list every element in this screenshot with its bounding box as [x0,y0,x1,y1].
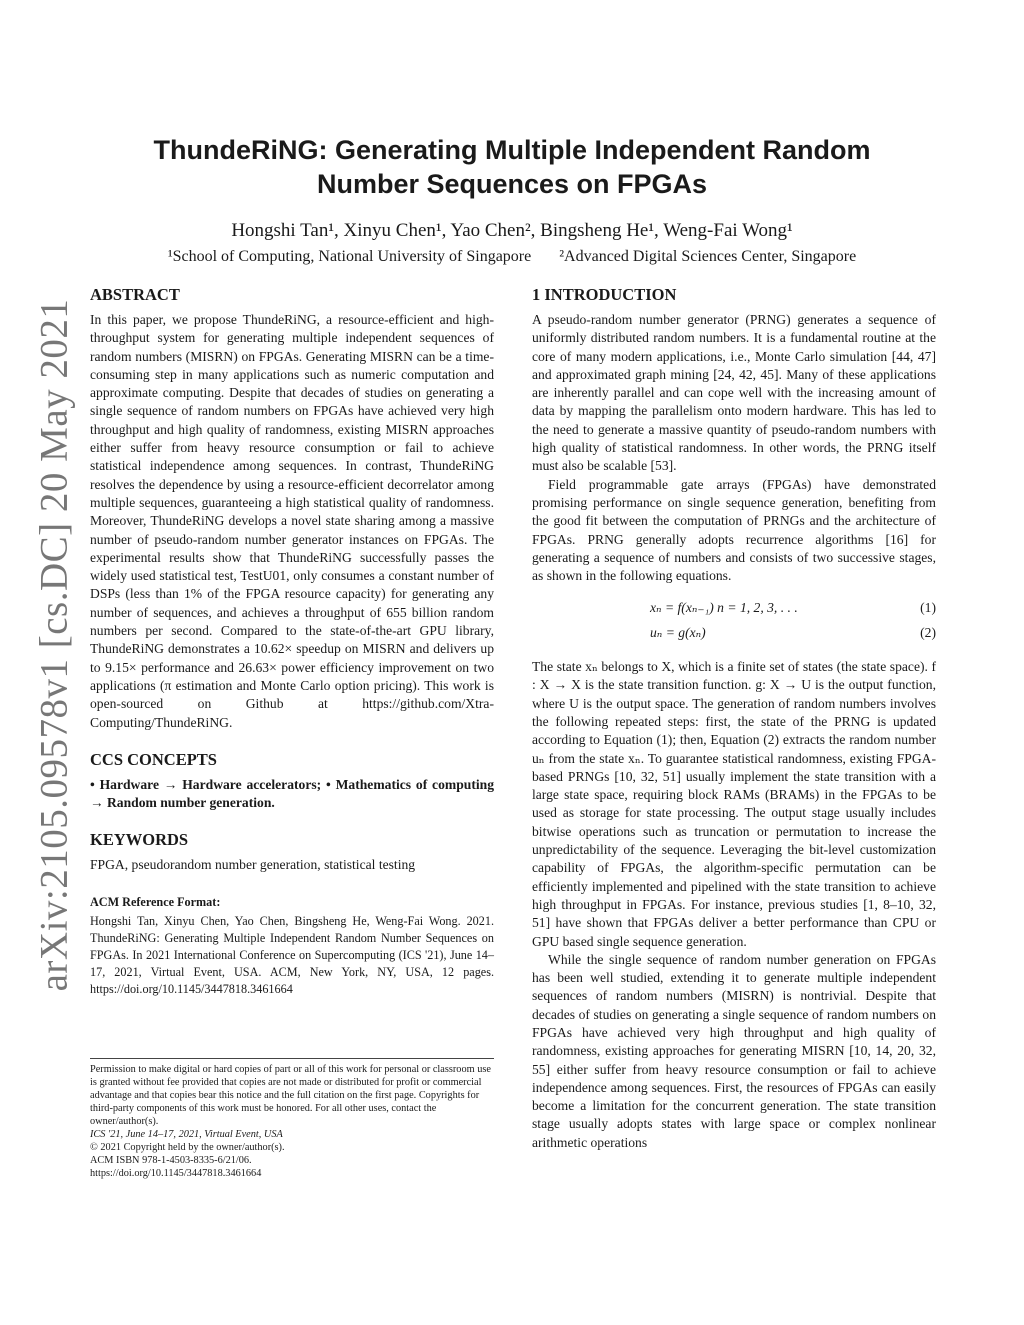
isbn-line: ACM ISBN 978-1-4503-8335-6/21/06. [90,1155,252,1166]
ccs-text: • Hardware → Hardware accelerators; • Mathematics of computing → Random number generation. [90,776,494,811]
keywords-section [90,830,494,874]
author-list: Hongshi Tan¹, Xinyu Chen¹, Yao Chen², Bingsheng He¹, Weng-Fai Wong¹ [231,220,793,241]
affiliations [100,247,924,267]
acm-reference-heading: ACM Reference Format: [90,894,221,909]
paper-title: ThundeRiNG: Generating Multiple Independent Random Number Sequences on FPGAs [153,135,871,199]
venue-line: ICS '21, June 14–17, 2021, Virtual Event, USA [90,1129,283,1140]
left-column [90,285,494,1016]
intro-paragraph-2: Field programmable gate arrays (FPGAs) have demonstrated promising performance on single sequence generation, benefiting from the good fit between the computation of PRNGs and the architecture of FPGAs. PRNG generally adopts recurrence algorithms [16] for generating a sequence of numbers and consists of two successive stages, as shown in the following equations. [532,476,936,584]
copyright-line: © 2021 Copyright held by the owner/author(s). [90,1142,285,1153]
right-column [532,285,936,1152]
keywords-text: FPGA, pseudorandom number generation, statistical testing [90,857,416,873]
intro-paragraph-4: While the single sequence of random number generation on FPGAs has been well studied, extending it to generate multiple independent sequences of random numbers (MISRN) is nontrivial. Despite that decades of studies on generating a single sequence of random numbers on FPGAs have achieved very high throughput and high quality of randomness, existing approaches for generating MISRN [10, 14, 20, 32, 55] either suffer from heavy resource consumption or fail to achieve independence among sequences. First, the resources of FPGAs can easily become a limitation for the concurrent generation. The state transition stage usually adopts states with large space or complex nonlinear arithmetic operations [532,951,936,1150]
equation-1 [532,599,936,617]
acm-reference-section [90,893,494,998]
equation-1-number: (1) [920,600,936,616]
introduction-heading: 1 INTRODUCTION [532,285,677,304]
doi-link[interactable]: https://doi.org/10.1145/3447818.3461664 [90,1168,262,1179]
equation-2 [532,624,936,642]
intro-paragraph-3: The state xₙ belongs to X, which is a finite set of states (the state space). f : X → X is the state transition function. g: X → U is the output function, where U is the output space. The generation of random numbers involves the following repeated steps: first, the state of the PRNG is updated according to Equation (1); then, Equation (2) extracts the random number uₙ from the state xₙ. To guarantee statistical randomness, existing FPGA-based PRNGs [10, 32, 51] usually implement the state transition with a large state space, requiring block RAMs (BRAMs) in the FPGAs to be used as storage for state processing. The output stage usually includes bitwise operations such as truncation or permutation to increase the unpredictability of the sequence. Leveraging the bit-level customization capability of FPGAs, the algorithm-specific permutation can be efficiently implemented and pipelined with the state transition to achieve high throughput in FPGAs. For instance, previous studies [1, 8–10, 32, 51] have shown that FPGAs deliver a better performance than CPU or GPU based single sequence generation. [532,659,936,949]
abstract-section [90,285,494,732]
affiliation-2: ²Advanced Digital Sciences Center, Singapore [559,248,857,265]
permission-text: Permission to make digital or hard copies of part or all of this work for personal or classroom use is granted without fee provided that copies are not made or distributed for profit or commercial advantage and that copies bear this notice and the full citation on the first page. Copyrights for third-party components of this work must be honored. For all other uses, contact the owner/author(s). [90,1064,491,1127]
intro-paragraph-1: A pseudo-random number generator (PRNG) generates a sequence of uniformly distributed random numbers. It is a fundamental routine at the core of many modern applications, i.e., Monte Carlo simulation [44, 47] and approximated graph mining [24, 42, 45]. Many of these applications are inherently parallel and can cope well with the increasing amount of data by mapping the parallelism onto modern hardware. This has led to the need to generate a massive quantity of pseudo-random numbers with high quality of statistical randomness. In other words, the PRNG itself must also be scalable [53]. [532,312,936,474]
abstract-heading: ABSTRACT [90,285,180,304]
permission-footnote [90,1058,494,1180]
abstract-text: In this paper, we propose ThundeRiNG, a resource-efficient and high-throughput system for generating multiple independent sequences of random numbers (MISRN) on FPGAs. Generating MISRN can be a time-consuming step in many applications such as numeric computation and approximate computing. Despite that decades of studies on generating a single sequence of random numbers on FPGAs have achieved very high throughput and high quality of randomness, existing MISRN approaches either suffer from heavy resource consumption or fail to achieve statistical independence among sequences. In contrast, ThundeRiNG resolves the dependence by using a resource-efficient decorrelator among multiple sequences, guaranteeing a high statistical quality of randomness. Moreover, ThundeRiNG develops a novel state sharing among a massive number of pseudo-random number generator instances on FPGAs. The experimental results show that ThundeRiNG successfully passes the widely used statistical test, TestU01, only consumes a constant number of DSPs (less than 1% of the FPGA resource capacity) for generating any number of sequences, and achieves a throughput of 655 billion random numbers per second. Compared to the state-of-the-art GPU library, ThundeRiNG demonstrates a 10.62× speedup on MISRN and delivers up to 9.15× performance and 26.63× power efficiency improvement on two applications (π estimation and Monte Carlo option pricing). This work is open-sourced on Github at https://github.com/Xtra-Computing/ThundeRiNG. [90,312,494,730]
ccs-heading: CCS CONCEPTS [90,749,217,769]
equation-block [532,599,936,642]
ccs-section [90,750,494,813]
equation-1-body: xₙ = f(xₙ₋₁) n = 1, 2, 3, . . . [650,600,798,616]
affiliation-1: ¹School of Computing, National University of Singapore [167,248,532,265]
equation-2-number: (2) [920,624,936,640]
arxiv-identifier: arXiv:2105.09578v1 [cs.DC] 20 May 2021 [32,298,76,992]
equation-2-body: uₙ = g(xₙ) [650,624,706,640]
keywords-heading: KEYWORDS [90,830,189,850]
acm-reference-text: Hongshi Tan, Xinyu Chen, Yao Chen, Bingsheng He, Weng-Fai Wong. 2021. ThundeRiNG: Generating Multiple Independent Random Number Sequences on FPGAs. In 2021 International Conference on Supercomputing (ICS '21), June 14–17, 2021, Virtual Event, USA. ACM, New York, NY, USA, 12 pages. https://doi.org/10.1145/3447818.3461664 [90,914,494,997]
